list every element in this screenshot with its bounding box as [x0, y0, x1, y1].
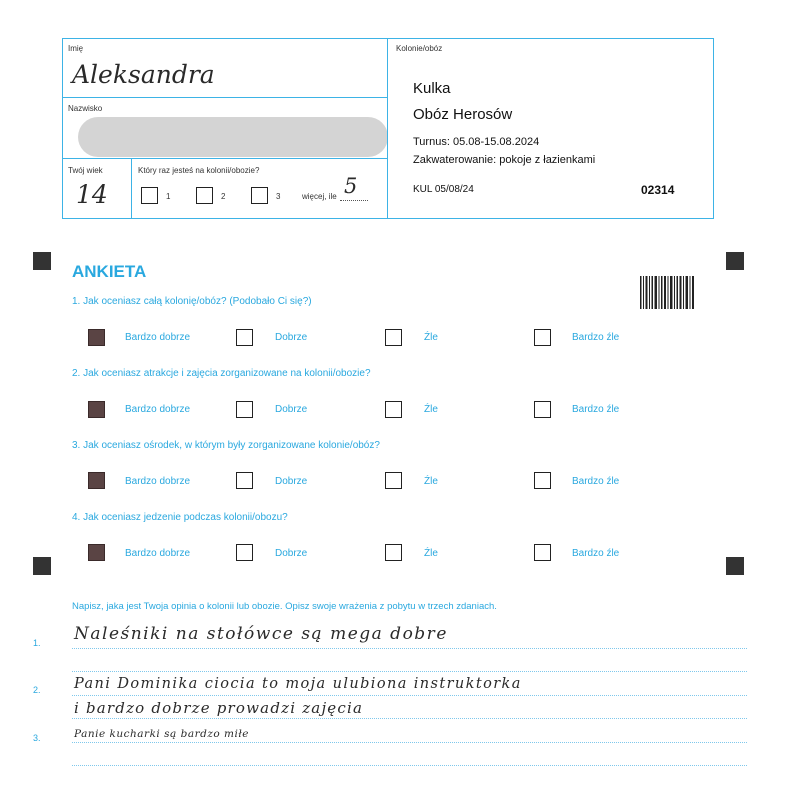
first-name-label: Imię — [68, 44, 84, 53]
opinion-line-2 — [72, 671, 747, 672]
q3-checkbox-dobrze[interactable] — [236, 472, 253, 489]
q3-checkbox-bardzo-dobrze[interactable] — [88, 472, 105, 489]
camp-name: Kulka — [413, 80, 451, 97]
q2-option-bardzo-zle: Bardzo źle — [572, 404, 620, 415]
question-3: 3. Jak oceniasz ośrodek, w którym były zorganizowane kolonie/obóz? — [72, 440, 380, 451]
q4-checkbox-dobrze[interactable] — [236, 544, 253, 561]
divider-age — [131, 158, 132, 219]
opinion-line-1 — [72, 648, 747, 649]
more-value: 5 — [344, 174, 358, 198]
q4-option-bardzo-dobrze: Bardzo dobrze — [125, 548, 191, 559]
opinion-prompt: Napisz, jaka jest Twoja opinia o kolonii lub obozie. Opisz swoje wrażenia z pobytu w trzech zdaniach. — [72, 601, 497, 612]
opinion-number-2: 2. — [33, 685, 41, 695]
last-name-label: Nazwisko — [68, 104, 103, 113]
times-option-3: 3 — [276, 192, 281, 201]
q4-option-dobrze: Dobrze — [275, 548, 308, 559]
q4-checkbox-bardzo-dobrze[interactable] — [88, 544, 105, 561]
question-1: 1. Jak oceniasz całą kolonię/obóz? (Podobało Ci się?) — [72, 296, 312, 307]
opinion-number-3: 3. — [33, 733, 41, 743]
opinion-line-3 — [72, 695, 747, 696]
age-value: 14 — [76, 180, 108, 209]
q3-option-dobrze: Dobrze — [275, 476, 308, 487]
survey-title: ANKIETA — [72, 262, 147, 281]
registration-marker-bottom-left — [33, 557, 51, 575]
times-checkbox-1[interactable] — [141, 187, 158, 204]
opinion-line-5 — [72, 742, 747, 743]
q1-checkbox-bardzo-dobrze[interactable] — [88, 329, 105, 346]
q2-checkbox-dobrze[interactable] — [236, 401, 253, 418]
camp-subname: Obóz Herosów — [413, 106, 513, 123]
more-label: więcej, ile — [302, 192, 337, 201]
q2-checkbox-bardzo-zle[interactable] — [534, 401, 551, 418]
q3-checkbox-bardzo-zle[interactable] — [534, 472, 551, 489]
opinion-answer-line-3: i bardzo dobrze prowadzi zajęcia — [74, 699, 364, 717]
accommodation-label: Zakwaterowanie: — [413, 154, 497, 166]
q2-checkbox-bardzo-dobrze[interactable] — [88, 401, 105, 418]
registration-marker-bottom-right — [726, 557, 744, 575]
times-option-2: 2 — [221, 192, 226, 201]
q2-checkbox-zle[interactable] — [385, 401, 402, 418]
q3-option-bardzo-zle: Bardzo źle — [572, 476, 620, 487]
times-checkbox-3[interactable] — [251, 187, 268, 204]
opinion-answer-line-4: Panie kucharki są bardzo miłe — [74, 728, 249, 740]
turnus-label: Turnus: — [413, 136, 450, 148]
divider-surname — [62, 158, 388, 159]
registration-marker-top-left — [33, 252, 51, 270]
opinion-answer-line-2: Pani Dominika ciocia to moja ulubiona instruktorka — [74, 676, 522, 692]
q1-checkbox-bardzo-zle[interactable] — [534, 329, 551, 346]
first-name-value: Aleksandra — [72, 60, 215, 89]
opinion-answer-line-1: Naleśniki na stołówce są mega dobre — [74, 624, 448, 644]
last-name-redaction — [78, 117, 388, 157]
times-label: Który raz jesteś na kolonii/obozie? — [138, 166, 260, 175]
q1-checkbox-zle[interactable] — [385, 329, 402, 346]
times-checkbox-2[interactable] — [196, 187, 213, 204]
q2-option-dobrze: Dobrze — [275, 404, 308, 415]
accommodation-value: pokoje z łazienkami — [499, 154, 596, 166]
q4-checkbox-zle[interactable] — [385, 544, 402, 561]
question-2: 2. Jak oceniasz atrakcje i zajęcia zorganizowane na kolonii/obozie? — [72, 368, 371, 379]
q1-option-zle: Źle — [424, 332, 438, 343]
q3-checkbox-zle[interactable] — [385, 472, 402, 489]
barcode — [640, 276, 694, 309]
camp-code: KUL 05/08/24 — [413, 184, 474, 195]
q2-option-zle: Źle — [424, 404, 438, 415]
more-dotted-line — [340, 200, 368, 201]
q1-checkbox-dobrze[interactable] — [236, 329, 253, 346]
turnus-value: 05.08-15.08.2024 — [452, 136, 540, 148]
opinion-line-6 — [72, 765, 747, 766]
q3-option-zle: Źle — [424, 476, 438, 487]
divider-name — [62, 97, 388, 98]
age-label: Twój wiek — [68, 166, 103, 175]
times-option-1: 1 — [166, 192, 171, 201]
registration-marker-top-right — [726, 252, 744, 270]
q1-option-bardzo-dobrze: Bardzo dobrze — [125, 332, 191, 343]
turnus-row — [413, 136, 539, 148]
q4-checkbox-bardzo-zle[interactable] — [534, 544, 551, 561]
opinion-number-1: 1. — [33, 638, 41, 648]
q1-option-bardzo-zle: Bardzo źle — [572, 332, 620, 343]
barcode-graphic — [640, 276, 694, 309]
accommodation-row — [413, 154, 595, 166]
q3-option-bardzo-dobrze: Bardzo dobrze — [125, 476, 191, 487]
form-number: 02314 — [641, 183, 675, 197]
q4-option-bardzo-zle: Bardzo źle — [572, 548, 620, 559]
question-4: 4. Jak oceniasz jedzenie podczas kolonii/obozu? — [72, 512, 288, 523]
q1-option-dobrze: Dobrze — [275, 332, 308, 343]
opinion-line-4 — [72, 718, 747, 719]
q4-option-zle: Źle — [424, 548, 438, 559]
camp-label: Kolonie/obóz — [396, 44, 443, 53]
q2-option-bardzo-dobrze: Bardzo dobrze — [125, 404, 191, 415]
